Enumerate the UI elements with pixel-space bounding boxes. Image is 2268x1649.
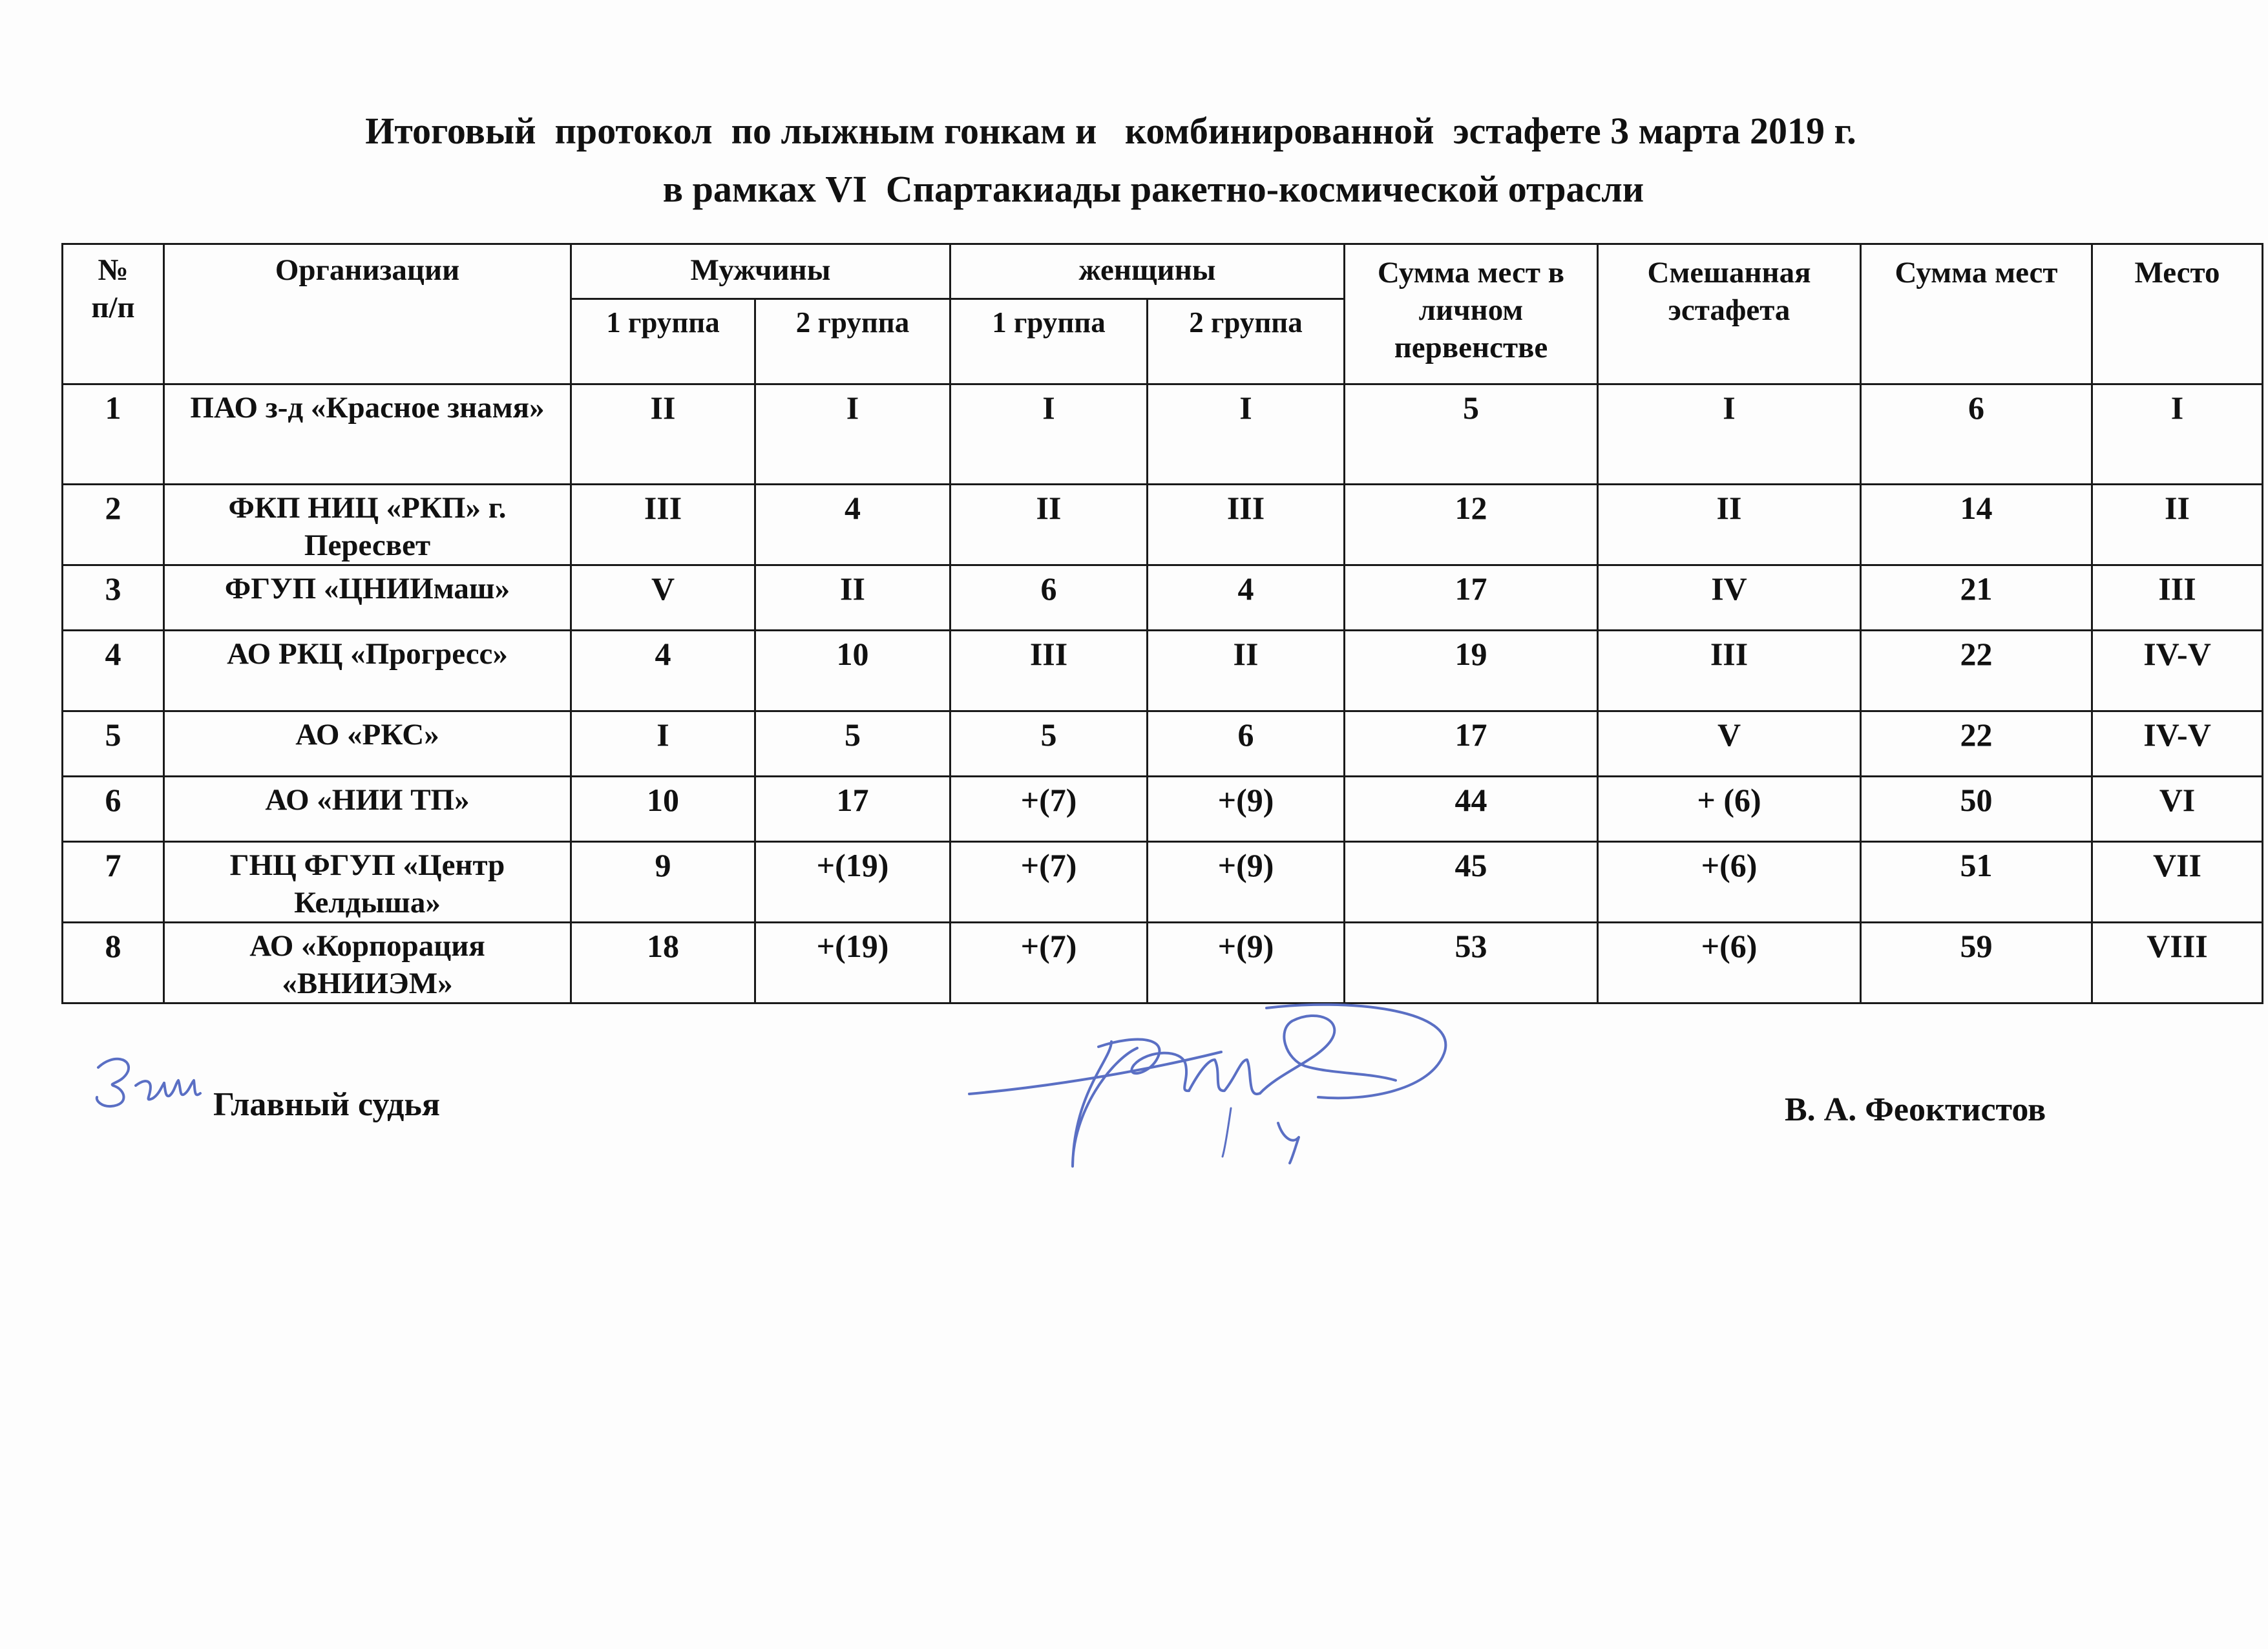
- cell-relay: V: [1598, 711, 1861, 777]
- cell-women-group-1: 5: [950, 711, 1148, 777]
- header-women-group-1: 1 группа: [950, 299, 1148, 384]
- cell-sum-personal: 5: [1345, 384, 1598, 485]
- judge-signature: [969, 1005, 1445, 1166]
- cell-relay: I: [1598, 384, 1861, 485]
- cell-num: 3: [63, 565, 164, 631]
- cell-num: 1: [63, 384, 164, 485]
- cell-men-group-2: 5: [755, 711, 950, 777]
- cell-sum-total: 22: [1861, 631, 2092, 711]
- cell-relay: II: [1598, 485, 1861, 565]
- cell-women-group-2: III: [1148, 485, 1345, 565]
- cell-women-group-1: +(7): [950, 923, 1148, 1003]
- cell-women-group-1: 6: [950, 565, 1148, 631]
- cell-org: ПАО з-д «Красное знамя»: [164, 384, 571, 485]
- cell-sum-personal: 44: [1345, 777, 1598, 842]
- cell-num: 4: [63, 631, 164, 711]
- cell-women-group-1: +(7): [950, 842, 1148, 923]
- cell-men-group-2: I: [755, 384, 950, 485]
- cell-relay: III: [1598, 631, 1861, 711]
- cell-men-group-1: I: [571, 711, 755, 777]
- cell-num: 2: [63, 485, 164, 565]
- cell-relay: +(6): [1598, 842, 1861, 923]
- cell-sum-total: 59: [1861, 923, 2092, 1003]
- cell-sum-personal: 45: [1345, 842, 1598, 923]
- cell-women-group-2: +(9): [1148, 923, 1345, 1003]
- cell-place: VII: [2092, 842, 2263, 923]
- cell-women-group-2: 4: [1148, 565, 1345, 631]
- cell-place: VIII: [2092, 923, 2263, 1003]
- cell-sum-total: 21: [1861, 565, 2092, 631]
- cell-men-group-1: V: [571, 565, 755, 631]
- cell-sum-personal: 12: [1345, 485, 1598, 565]
- cell-place: III: [2092, 565, 2263, 631]
- cell-sum-personal: 17: [1345, 711, 1598, 777]
- cell-men-group-2: 4: [755, 485, 950, 565]
- cell-men-group-2: II: [755, 565, 950, 631]
- cell-men-group-2: +(19): [755, 923, 950, 1003]
- cell-women-group-2: II: [1148, 631, 1345, 711]
- cell-relay: IV: [1598, 565, 1861, 631]
- cell-org: ГНЦ ФГУП «Центр Келдыша»: [164, 842, 571, 923]
- cell-num: 5: [63, 711, 164, 777]
- cell-men-group-1: II: [571, 384, 755, 485]
- chief-judge-name: В. А. Феоктистов: [1785, 1091, 2046, 1128]
- cell-num: 6: [63, 777, 164, 842]
- header-org: Организации: [164, 244, 571, 384]
- cell-men-group-1: 4: [571, 631, 755, 711]
- cell-num: 8: [63, 923, 164, 1003]
- header-sum-total: Сумма мест: [1861, 244, 2092, 384]
- cell-sum-personal: 19: [1345, 631, 1598, 711]
- cell-sum-total: 22: [1861, 711, 2092, 777]
- cell-sum-total: 50: [1861, 777, 2092, 842]
- cell-men-group-1: III: [571, 485, 755, 565]
- cell-place: IV-V: [2092, 711, 2263, 777]
- cell-women-group-2: I: [1148, 384, 1345, 485]
- cell-sum-personal: 53: [1345, 923, 1598, 1003]
- cell-sum-total: 51: [1861, 842, 2092, 923]
- header-men: Мужчины: [571, 244, 950, 299]
- cell-women-group-2: 6: [1148, 711, 1345, 777]
- cell-men-group-1: 9: [571, 842, 755, 923]
- cell-org: АО РКЦ «Прогресс»: [164, 631, 571, 711]
- cell-women-group-1: II: [950, 485, 1148, 565]
- header-men-group-2: 2 группа: [755, 299, 950, 384]
- cell-women-group-1: +(7): [950, 777, 1148, 842]
- cell-women-group-2: +(9): [1148, 777, 1345, 842]
- cell-org: АО «НИИ ТП»: [164, 777, 571, 842]
- cell-org: АО «РКС»: [164, 711, 571, 777]
- header-women-group-2: 2 группа: [1148, 299, 1345, 384]
- document-title-line-2: в рамках VI Спартакиады ракетно-космической отрасли: [662, 168, 1644, 210]
- cell-women-group-1: I: [950, 384, 1148, 485]
- cell-sum-total: 14: [1861, 485, 2092, 565]
- cell-place: VI: [2092, 777, 2263, 842]
- cell-women-group-2: +(9): [1148, 842, 1345, 923]
- handwritten-note-zam: [97, 1059, 200, 1106]
- header-sum-personal: Сумма мест в личном первенстве: [1345, 244, 1598, 384]
- header-num: № п/п: [63, 244, 164, 384]
- header-women: женщины: [950, 244, 1345, 299]
- cell-place: I: [2092, 384, 2263, 485]
- cell-women-group-1: III: [950, 631, 1148, 711]
- cell-place: II: [2092, 485, 2263, 565]
- cell-sum-personal: 17: [1345, 565, 1598, 631]
- cell-men-group-2: +(19): [755, 842, 950, 923]
- cell-org: ФГУП «ЦНИИмаш»: [164, 565, 571, 631]
- cell-men-group-1: 10: [571, 777, 755, 842]
- cell-men-group-2: 17: [755, 777, 950, 842]
- cell-sum-total: 6: [1861, 384, 2092, 485]
- cell-place: IV-V: [2092, 631, 2263, 711]
- cell-num: 7: [63, 842, 164, 923]
- cell-org: АО «Корпорация «ВНИИЭМ»: [164, 923, 571, 1003]
- header-place: Место: [2092, 244, 2263, 384]
- cell-relay: + (6): [1598, 777, 1861, 842]
- cell-men-group-1: 18: [571, 923, 755, 1003]
- document-title-line-1: Итоговый протокол по лыжным гонкам и комбинированной эстафете 3 марта 2019 г.: [365, 110, 1856, 152]
- header-relay: Смешанная эстафета: [1598, 244, 1861, 384]
- chief-judge-label: Главный судья: [213, 1086, 441, 1123]
- cell-men-group-2: 10: [755, 631, 950, 711]
- cell-relay: +(6): [1598, 923, 1861, 1003]
- cell-org: ФКП НИЦ «РКП» г. Пересвет: [164, 485, 571, 565]
- header-men-group-1: 1 группа: [571, 299, 755, 384]
